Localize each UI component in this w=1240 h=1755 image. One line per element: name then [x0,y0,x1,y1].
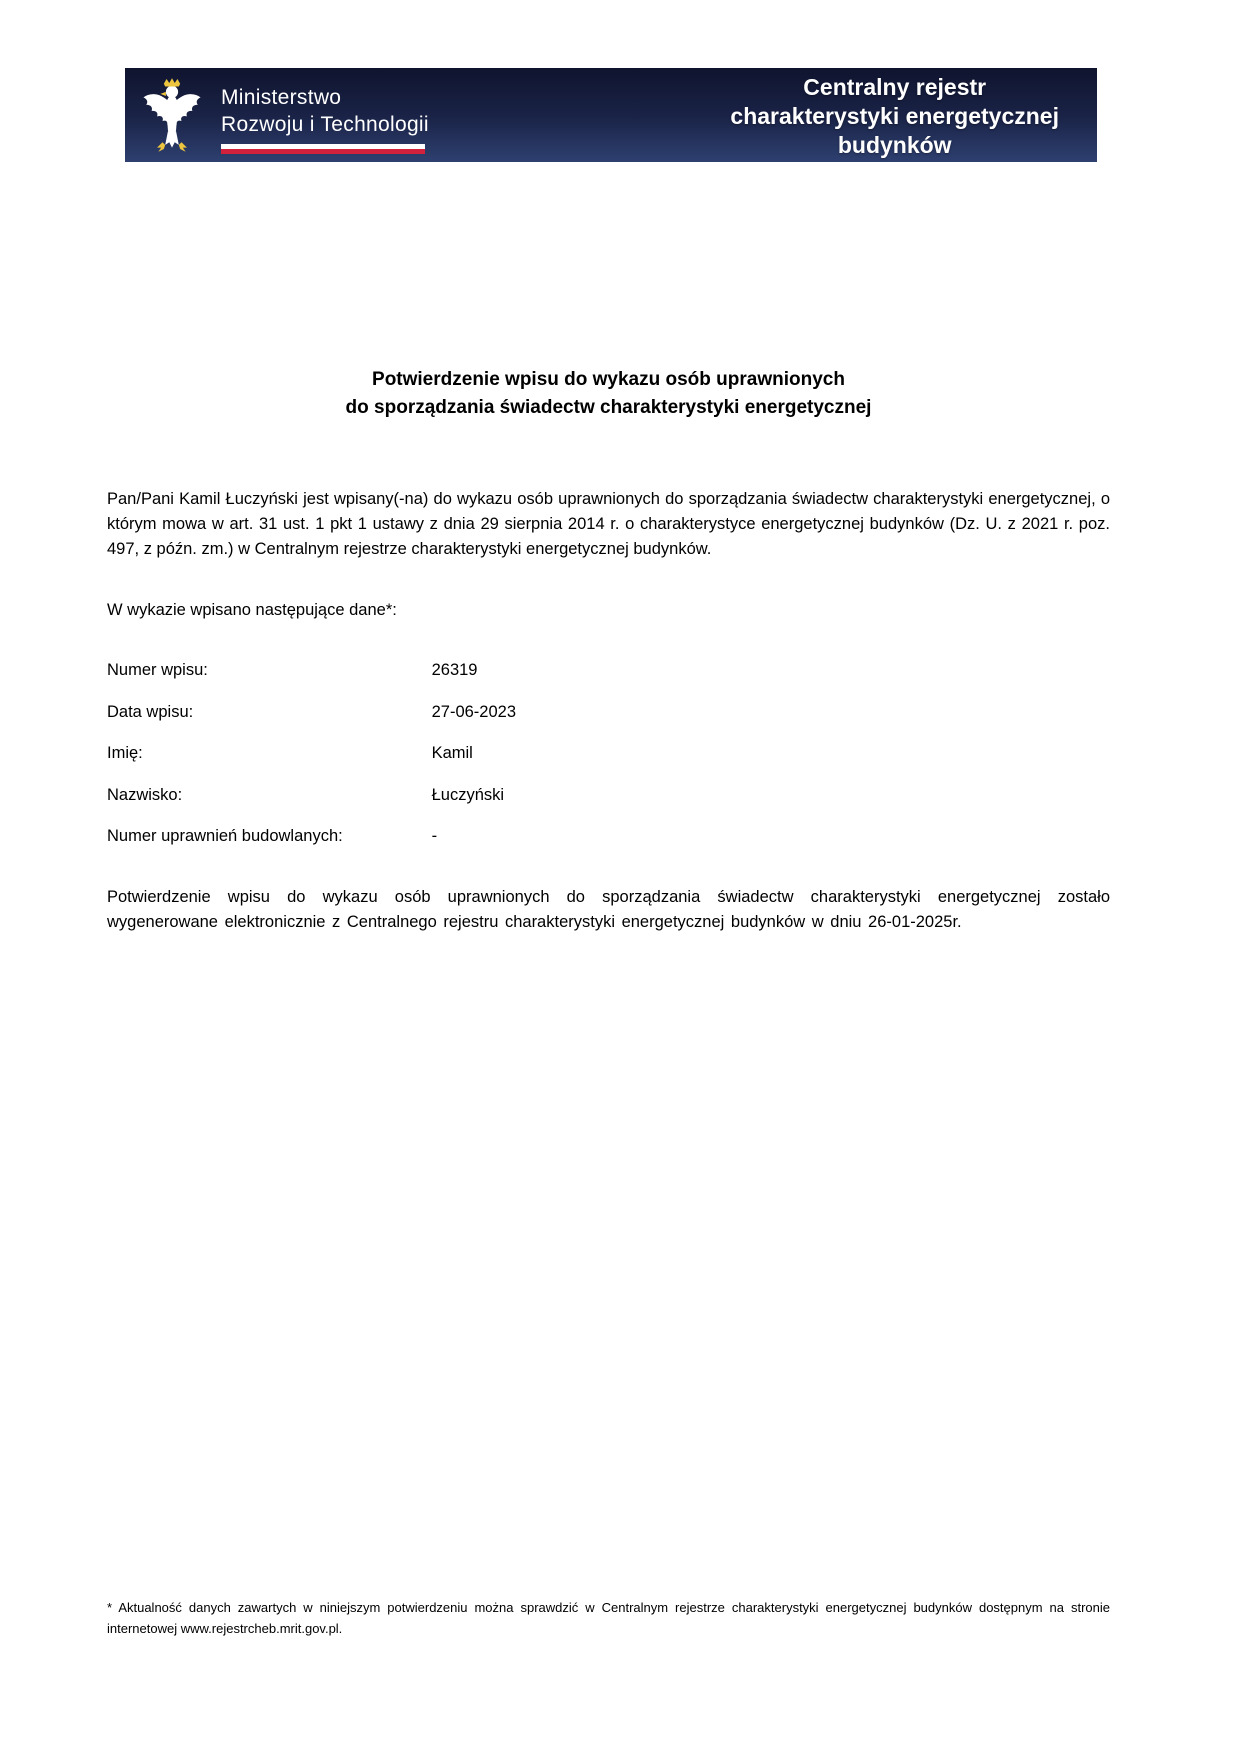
field-label: Imię: [107,744,143,762]
registry-title-line2: charakterystyki energetycznej [730,103,1059,129]
registry-title-line3: budynków [837,132,952,158]
ministry-branding [125,68,429,162]
registry-entry-fields [107,658,1110,866]
closing-paragraph: Potwierdzenie wpisu do wykazu osób uprawnionych do sporządzania świadectw charakterystyki energetycznej zostało wygenerowane elektronicznie z Centralnego rejestru charakterystyki energetycznej budynków w dniu 26-01-2025r. [107,888,1110,931]
intro-paragraph: Pan/Pani Kamil Łuczyński jest wpisany(-na) do wykazu osób uprawnionych do sporządzania świadectw charakterystyki energetycznej, o którym mowa w art. 31 ust. 1 pkt 1 ustawy z dnia 29 sierpnia 2014 r. o charakterystyce energetycznej budynków (Dz. U. z 2021 r. poz. 497, z późn. zm.) w Centralnym rejestrze charakterystyki energetycznej budynków. [107,490,1110,558]
field-value: 27-06-2023 [431,702,516,721]
field-label: Numer uprawnień budowlanych: [107,827,343,845]
registry-title-line1: Centralny rejestr [803,74,987,100]
poland-flag-bar [221,144,425,154]
field-row-data-wpisu [107,700,1110,725]
ministry-name-line1: Ministerstwo [221,86,342,109]
field-row-nazwisko [107,783,1110,808]
flag-red-stripe [221,149,425,154]
registry-title [730,68,1097,162]
polish-eagle-emblem-icon [138,75,206,155]
list-intro: W wykazie wpisano następujące dane*: [107,601,397,619]
field-row-imie [107,741,1110,766]
document-title-line1: Potwierdzenie wpisu do wykazu osób uprawnionych [372,369,845,390]
field-row-numer-uprawnien [107,824,1110,849]
document-title [107,366,1110,422]
field-label: Numer wpisu: [107,661,208,679]
field-label: Nazwisko: [107,785,183,804]
field-value: - [431,827,438,845]
ministry-name [221,76,429,154]
header-banner [125,68,1097,162]
field-value: Kamil [431,744,473,762]
document-title-line2: do sporządzania świadectw charakterystyki energetycznej [345,397,872,418]
field-row-numer-wpisu [107,658,1110,683]
footnote: * Aktualność danych zawartych w niniejszym potwierdzeniu można sprawdzić w Centralnym rejestrze charakterystyki energetycznej budynków dostępnym na stronie internetowej www.rejestrcheb.mrit.gov.pl. [107,1600,1110,1636]
ministry-name-line2: Rozwoju i Technologii [221,113,429,136]
field-label: Data wpisu: [107,702,194,721]
field-value: 26319 [431,661,478,679]
field-value: Łuczyński [431,785,505,804]
